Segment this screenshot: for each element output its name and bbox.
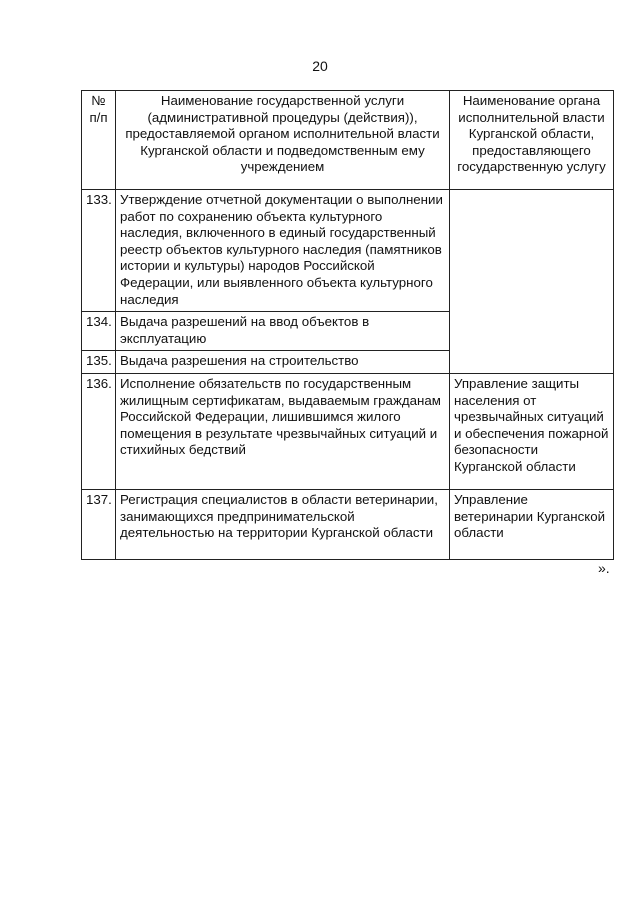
services-table	[81, 90, 614, 560]
table-row	[82, 489, 614, 559]
row-number: 134.	[82, 312, 116, 351]
row-service-name: Утверждение отчетной документации о выполнении работ по сохранению объекта культурного наследия, включенного в единый государственный реестр объектов культурного наследия (памятников истории и культуры) народов Российской Федерации, или выявленного объекта культурного наследия	[116, 190, 450, 312]
row-number: 137.	[82, 489, 116, 559]
row-service-name: Выдача разрешений на ввод объектов в эксплуатацию	[116, 312, 450, 351]
table-row	[82, 373, 614, 489]
row-authority-name	[450, 190, 614, 374]
row-number: 133.	[82, 190, 116, 312]
row-number: 135.	[82, 351, 116, 374]
header-service-name: Наименование государственной услуги (административной процедуры (действия)), предоставляемой органом исполнительной власти Курганской области и подведомственным ему учреждением	[116, 91, 450, 190]
row-service-name: Выдача разрешения на строительство	[116, 351, 450, 374]
header-number: № п/п	[82, 91, 116, 190]
row-service-name: Регистрация специалистов в области ветеринарии, занимающихся предпринимательской деятельностью на территории Курганской области	[116, 489, 450, 559]
row-number: 136.	[82, 373, 116, 489]
row-service-name: Исполнение обязательств по государственным жилищным сертификатам, выдаваемым гражданам Российской Федерации, лишившимся жилого помещения в результате чрезвычайных ситуаций и стихийных бедствий	[116, 373, 450, 489]
table-header	[82, 91, 614, 190]
closing-quote-mark: ».	[598, 560, 610, 576]
row-authority-name: Управление защиты населения от чрезвычайных ситуаций и обеспечения пожарной безопасности Курганской области	[450, 373, 614, 489]
header-authority-name: Наименование органа исполнительной власти Курганской области, предоставляющего государственную услугу	[450, 91, 614, 190]
row-authority-name: Управление ветеринарии Курганской области	[450, 489, 614, 559]
table-row	[82, 190, 614, 312]
page-number: 20	[312, 58, 328, 74]
